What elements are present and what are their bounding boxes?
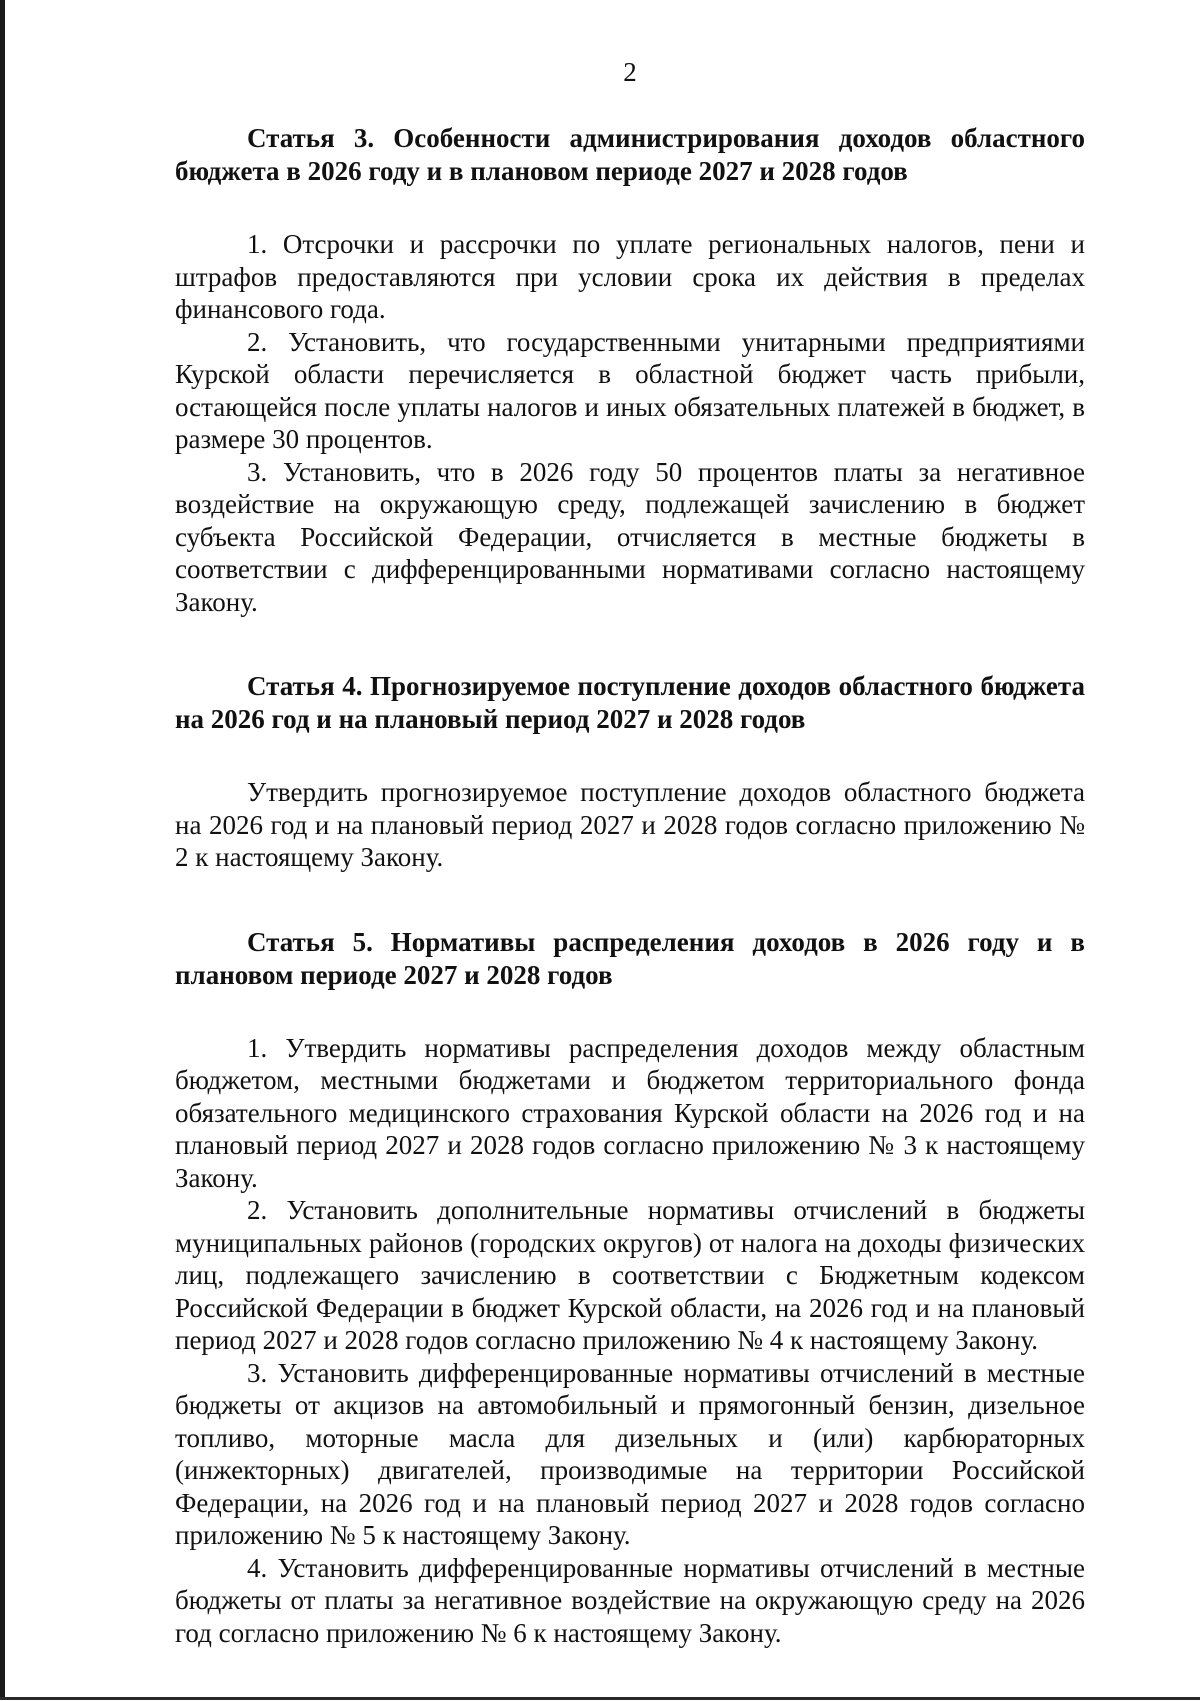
article-paragraph: Утвердить прогнозируемое поступление доходов областного бюджета на 2026 год и на плановый период 2027 и 2028 годов согласно приложению № 2 к настоящему Закону. — [175, 777, 1085, 872]
article-5 — [175, 926, 1085, 1650]
article-heading: Статья 4. Прогнозируемое поступление доходов областного бюджета на 2026 год и на плановый период 2027 и 2028 годов — [175, 671, 1085, 734]
article-4 — [175, 670, 1085, 874]
article-paragraph: 2. Установить дополнительные нормативы отчислений в бюджеты муниципальных районов (городских округов) от налога на доходы физических лиц, подлежащего зачислению в соответствии с Бюджетным кодексом Российской Федерации в бюджет Курской области, на 2026 год и на плановый период 2027 и 2028 годов согласно приложению № 4 к настоящему Закону. — [175, 1195, 1085, 1355]
article-paragraph: 4. Установить дифференцированные нормативы отчислений в местные бюджеты от платы за негативное воздействие на окружающую среду на 2026 год согласно приложению № 6 к настоящему Закону. — [175, 1552, 1085, 1648]
article-paragraph: 1. Отсрочки и рассрочки по уплате региональных налогов, пени и штрафов предоставляются при условии срока их действия в пределах финансового года. — [175, 229, 1085, 324]
article-paragraph: 1. Утвердить нормативы распределения доходов между областным бюджетом, местными бюджетами и бюджетом территориального фонда обязательного медицинского страхования Курской области на 2026 год и на плановый период 2027 и 2028 годов согласно приложению № 3 к настоящему Закону. — [175, 1032, 1085, 1193]
page-number: 2 — [623, 57, 637, 87]
document-page — [175, 52, 1085, 1701]
article-3 — [175, 122, 1085, 618]
article-heading: Статья 5. Нормативы распределения доходов в 2026 году и в плановом периоде 2027 и 2028 годов — [175, 926, 1085, 990]
article-paragraph: 3. Установить, что в 2026 году 50 процентов платы за негативное воздействие на окружающую среду, подлежащей зачислению в бюджет субъекта Российской Федерации, отчисляется в местные бюджеты в соответствии с дифференцированными нормативами согласно настоящему Закону. — [175, 456, 1085, 617]
article-heading: Статья 3. Особенности администрирования доходов областного бюджета в 2026 году и в плановом периоде 2027 и 2028 годов — [175, 123, 1085, 186]
scan-left-edge — [0, 0, 5, 1700]
article-paragraph: 3. Установить дифференцированные нормативы отчислений в местные бюджеты от акцизов на автомобильный и прямогонный бензин, дизельное топливо, моторные масла для дизельных и (или) карбюраторных (инжекторных) двигателей, производимые на территории Российской Федерации, на 2026 год и на плановый период 2027 и 2028 годов согласно приложению № 5 к настоящему Закону. — [175, 1357, 1085, 1550]
article-paragraph: 2. Установить, что государственными унитарными предприятиями Курской области перечисляется в областной бюджет часть прибыли, остающейся после уплаты налогов и иных обязательных платежей в бюджет, в размере 30 процентов. — [175, 326, 1085, 454]
